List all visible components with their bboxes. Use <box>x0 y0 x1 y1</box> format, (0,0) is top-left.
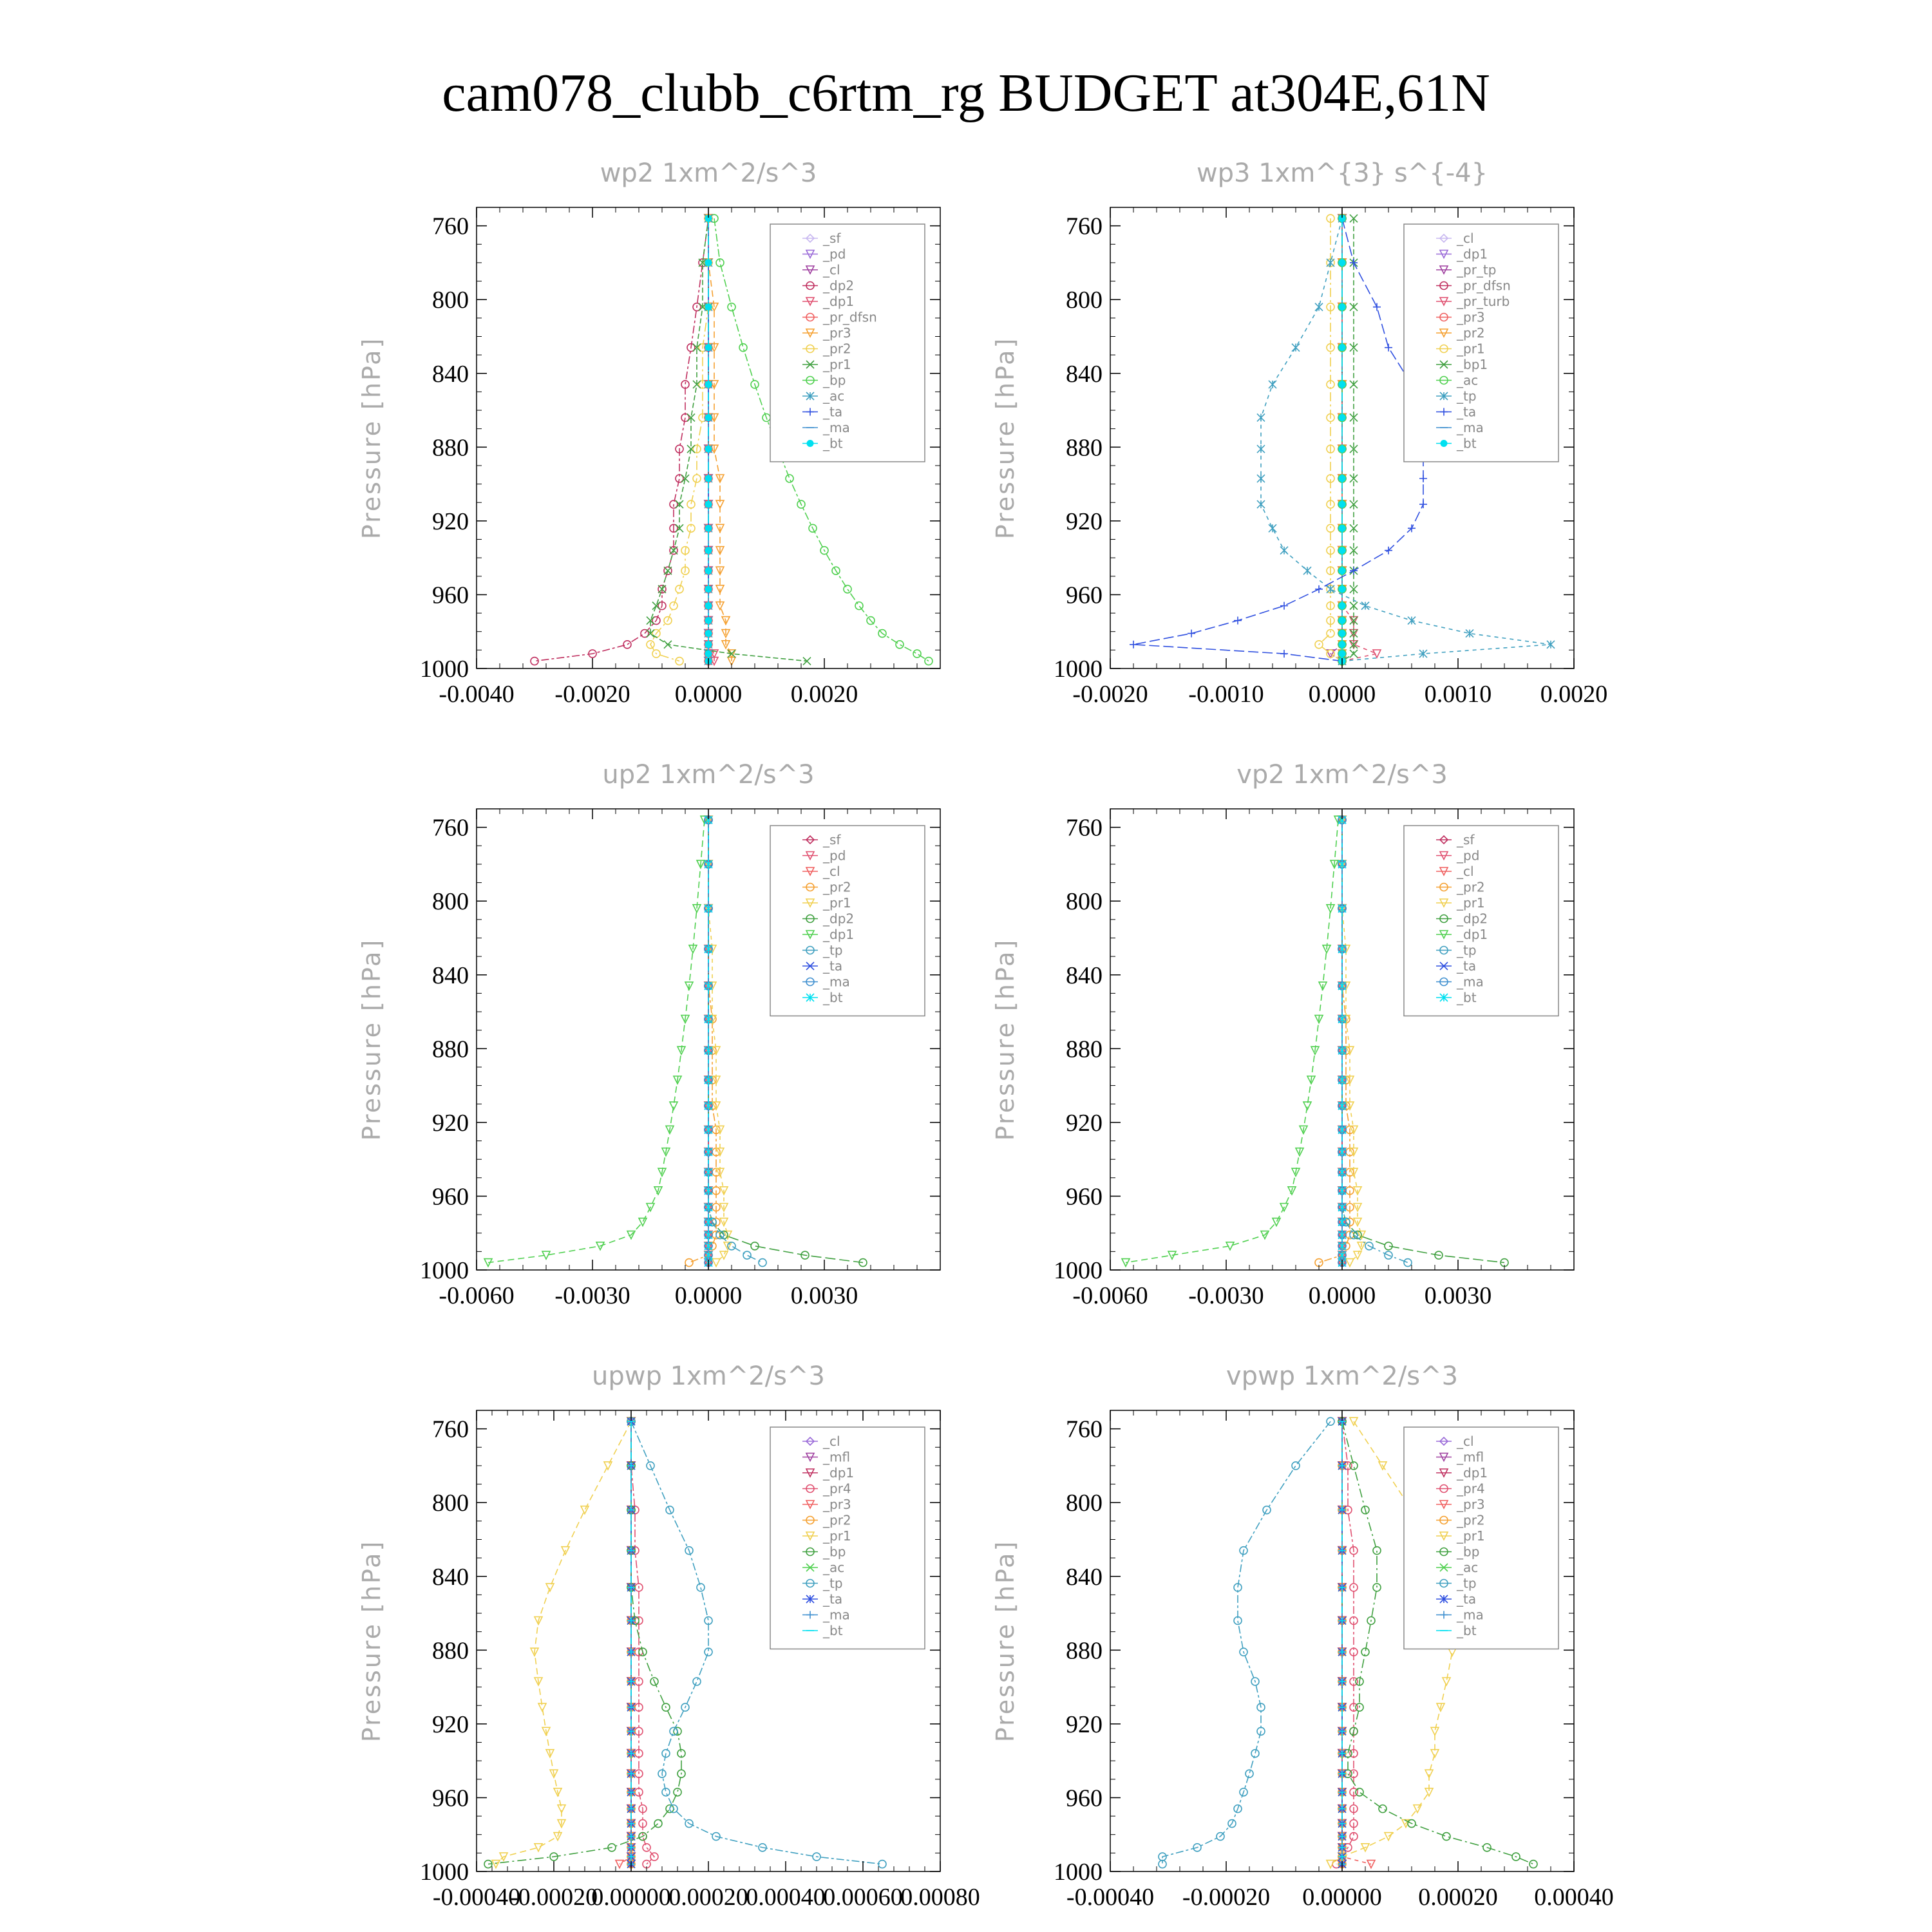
legend-entry: _cl <box>823 864 840 879</box>
data-point <box>1339 304 1345 310</box>
legend-entry: _dp1 <box>1457 1465 1488 1481</box>
legend-entry: _bp <box>823 372 846 388</box>
x-tick-label: -0.0010 <box>1188 681 1264 708</box>
x-tick-label: -0.00020 <box>1182 1884 1271 1911</box>
legend-entry: _sf <box>1457 832 1475 848</box>
legend-entry: _pr2 <box>1457 879 1485 895</box>
y-tick-label: 800 <box>1066 888 1103 916</box>
y-axis-label: Pressure [hPa] <box>357 938 386 1141</box>
legend-entry: _ta <box>1457 958 1477 974</box>
legend-entry: _ma <box>1457 1607 1484 1623</box>
legend <box>1404 826 1558 1016</box>
x-tick-label: 0.00080 <box>900 1884 980 1911</box>
legend-entry: _pr2 <box>823 1512 851 1528</box>
y-tick-label: 960 <box>1066 1785 1103 1812</box>
legend-entry: _pr1 <box>823 357 851 372</box>
legend-entry: _mfl <box>1457 1449 1484 1465</box>
panel-title: vp2 1xm^2/s^3 <box>1236 760 1448 790</box>
data-point <box>1339 618 1345 624</box>
y-tick-label: 920 <box>432 1710 469 1738</box>
data-point <box>705 641 712 648</box>
y-tick-label: 1000 <box>1054 1257 1103 1284</box>
y-tick-label: 760 <box>1066 213 1103 240</box>
x-tick-label: 0.0000 <box>1308 1282 1376 1309</box>
legend-entry: _ta <box>823 404 843 420</box>
legend-entry: _cl <box>823 262 840 278</box>
legend-entry: _sf <box>823 231 841 246</box>
y-axis-label: Pressure [hPa] <box>991 1539 1019 1743</box>
y-tick-label: 800 <box>432 888 469 916</box>
data-point <box>705 414 712 421</box>
legend-entry: _bt <box>1457 435 1477 451</box>
panel-title: wp2 1xm^2/s^3 <box>600 158 817 188</box>
y-axis-label: Pressure [hPa] <box>357 1539 386 1743</box>
legend-entry: _tp <box>1457 388 1477 404</box>
legend <box>770 1427 925 1649</box>
legend-entry: _pr4 <box>1457 1481 1485 1497</box>
y-tick-label: 760 <box>1066 814 1103 842</box>
legend-entry: _bt <box>823 1623 843 1638</box>
legend-entry: _pr1 <box>823 895 851 911</box>
legend-entry: _cl <box>1457 1434 1474 1449</box>
x-tick-label: 0.0030 <box>790 1282 858 1309</box>
legend-entry: _dp1 <box>1457 246 1488 262</box>
y-tick-label: 960 <box>1066 1183 1103 1211</box>
y-tick-label: 840 <box>1066 360 1103 388</box>
y-tick-label: 960 <box>432 1183 469 1211</box>
legend-entry: _cl <box>1457 231 1474 246</box>
x-tick-label: 0.0010 <box>1424 681 1492 708</box>
legend-entry: _pr2 <box>823 341 851 357</box>
y-tick-label: 1000 <box>1054 656 1103 683</box>
x-tick-label: 0.0000 <box>674 681 743 708</box>
legend-entry: _ta <box>1457 1591 1477 1607</box>
data-point <box>1339 586 1345 592</box>
data-point <box>705 260 712 266</box>
x-tick-label: 0.00020 <box>668 1884 748 1911</box>
legend-entry: _pr2 <box>1457 325 1485 341</box>
y-tick-label: 760 <box>432 213 469 240</box>
data-point <box>1339 260 1345 266</box>
legend-entry: _ta <box>823 1591 843 1607</box>
x-tick-label: -0.0030 <box>554 1282 630 1309</box>
legend-entry: _bt <box>1457 990 1477 1005</box>
y-tick-label: 880 <box>1066 434 1103 462</box>
x-tick-label: 0.00020 <box>1418 1884 1498 1911</box>
y-tick-label: 920 <box>1066 1710 1103 1738</box>
y-tick-label: 1000 <box>420 656 469 683</box>
x-tick-label: 0.00060 <box>823 1884 903 1911</box>
y-tick-label: 800 <box>1066 1490 1103 1517</box>
data-point <box>1339 381 1345 388</box>
y-tick-label: 800 <box>1066 287 1103 314</box>
x-tick-label: -0.0060 <box>1072 1282 1148 1309</box>
legend-entry: _pr3 <box>823 325 851 341</box>
legend-entry: _pr1 <box>1457 1528 1485 1544</box>
data-point <box>1339 345 1345 351</box>
y-axis-label: Pressure [hPa] <box>357 336 386 540</box>
legend-entry: _pd <box>1457 848 1480 864</box>
legend-entry: _ma <box>823 1607 850 1623</box>
y-tick-label: 840 <box>432 360 469 388</box>
legend-entry: _pr3 <box>1457 309 1485 325</box>
y-tick-label: 1000 <box>1054 1859 1103 1886</box>
data-point <box>705 650 712 657</box>
legend-entry: _mfl <box>823 1449 851 1465</box>
y-tick-label: 920 <box>432 1109 469 1137</box>
y-tick-label: 760 <box>1066 1416 1103 1443</box>
y-tick-label: 880 <box>432 434 469 462</box>
legend-entry: _pr4 <box>823 1481 851 1497</box>
panel-title: upwp 1xm^2/s^3 <box>592 1361 825 1391</box>
legend-entry: _ac <box>1457 372 1479 388</box>
legend-entry: _tp <box>823 1575 843 1591</box>
legend-entry: _ta <box>1457 404 1477 420</box>
panel-title: vpwp 1xm^2/s^3 <box>1226 1361 1459 1391</box>
legend-entry: _bt <box>823 435 843 451</box>
legend-entry: _dp2 <box>823 911 855 927</box>
data-point <box>1339 446 1345 452</box>
legend-entry: _cl <box>1457 864 1474 879</box>
y-tick-label: 840 <box>432 961 469 989</box>
x-tick-label: 0.0030 <box>1424 1282 1492 1309</box>
y-tick-label: 880 <box>432 1036 469 1063</box>
legend-entry: _pr3 <box>823 1497 851 1512</box>
legend-entry: _dp1 <box>1457 927 1488 942</box>
y-tick-label: 800 <box>432 1490 469 1517</box>
legend <box>770 826 925 1016</box>
y-tick-label: 920 <box>1066 1109 1103 1137</box>
y-axis-label: Pressure [hPa] <box>991 336 1019 540</box>
x-tick-label: 0.00040 <box>746 1884 826 1911</box>
x-tick-label: -0.00040 <box>1066 1884 1155 1911</box>
data-point <box>705 547 712 554</box>
legend <box>1404 224 1558 462</box>
y-tick-label: 840 <box>432 1563 469 1591</box>
legend-entry: _dp2 <box>1457 911 1488 927</box>
y-tick-label: 800 <box>432 287 469 314</box>
legend-entry: _sf <box>823 832 841 848</box>
y-tick-label: 880 <box>432 1637 469 1665</box>
x-tick-label: -0.0040 <box>439 681 515 708</box>
legend-entry: _pr_dfsn <box>823 309 877 325</box>
data-point <box>1339 630 1345 637</box>
legend-entry: _pd <box>823 848 846 864</box>
legend-entry: _ma <box>1457 974 1484 990</box>
x-tick-label: -0.0060 <box>439 1282 515 1309</box>
legend-entry: _tp <box>823 942 843 958</box>
legend-entry: _pr1 <box>823 1528 851 1544</box>
x-tick-label: -0.0020 <box>554 681 630 708</box>
legend-entry: _ma <box>823 974 850 990</box>
y-tick-label: 960 <box>432 582 469 609</box>
legend <box>1404 1427 1558 1649</box>
legend-entry: _bt <box>823 990 843 1005</box>
legend-entry: _bt <box>1457 1623 1477 1638</box>
panel-title: up2 1xm^2/s^3 <box>602 760 815 790</box>
legend-entry: _ta <box>823 958 843 974</box>
x-tick-label: 0.0020 <box>790 681 858 708</box>
legend-entry: _cl <box>823 1434 840 1449</box>
legend-entry: _ac <box>823 1560 845 1575</box>
legend-entry: _pr_turb <box>1457 294 1510 309</box>
legend-entry: _bp <box>1457 1544 1480 1560</box>
data-point <box>1339 525 1345 531</box>
legend-entry: _pr1 <box>1457 341 1485 357</box>
data-point <box>1339 475 1345 482</box>
legend-entry: _bp1 <box>1457 357 1488 372</box>
y-tick-label: 840 <box>1066 961 1103 989</box>
data-point <box>1339 547 1345 554</box>
legend-entry: _ac <box>823 388 845 404</box>
x-tick-label: 0.00000 <box>591 1884 671 1911</box>
data-point <box>705 501 712 507</box>
legend-entry: _ma <box>823 420 850 435</box>
data-point <box>1339 650 1345 657</box>
x-tick-label: -0.00020 <box>509 1884 598 1911</box>
y-tick-label: 760 <box>432 814 469 842</box>
legend-entry: _bp <box>823 1544 846 1560</box>
y-tick-label: 880 <box>1066 1036 1103 1063</box>
data-point <box>705 446 712 452</box>
legend-entry: _dp2 <box>823 278 855 294</box>
data-point <box>705 475 712 482</box>
panel-title: wp3 1xm^{3} s^{-4} <box>1196 158 1488 188</box>
y-tick-label: 840 <box>1066 1563 1103 1591</box>
data-point <box>705 345 712 351</box>
data-point <box>705 603 712 609</box>
legend-entry: _pr2 <box>823 879 851 895</box>
data-point <box>1339 567 1345 574</box>
y-tick-label: 960 <box>432 1785 469 1812</box>
data-point <box>705 304 712 310</box>
data-point <box>705 567 712 574</box>
y-tick-label: 960 <box>1066 582 1103 609</box>
y-axis-label: Pressure [hPa] <box>991 938 1019 1141</box>
data-point <box>1339 603 1345 609</box>
legend-entry: _pd <box>823 246 846 262</box>
x-tick-label: 0.0000 <box>1308 681 1376 708</box>
y-tick-label: 1000 <box>420 1257 469 1284</box>
legend-entry: _dp1 <box>823 294 855 309</box>
x-tick-label: 0.0000 <box>674 1282 743 1309</box>
data-point <box>705 630 712 637</box>
legend <box>770 224 925 462</box>
x-tick-label: -0.00040 <box>432 1884 521 1911</box>
y-tick-label: 920 <box>1066 507 1103 535</box>
legend-entry: _pr_tp <box>1457 262 1497 278</box>
legend-entry: _pr3 <box>1457 1497 1485 1512</box>
data-point <box>705 381 712 388</box>
x-tick-label: -0.0020 <box>1072 681 1148 708</box>
y-tick-label: 1000 <box>420 1859 469 1886</box>
y-tick-label: 920 <box>432 507 469 535</box>
x-tick-label: 0.0020 <box>1540 681 1608 708</box>
data-point <box>1339 414 1345 421</box>
data-point <box>1339 641 1345 648</box>
legend-entry: _pr2 <box>1457 1512 1485 1528</box>
x-tick-label: 0.00040 <box>1534 1884 1614 1911</box>
data-point <box>705 618 712 624</box>
y-tick-label: 760 <box>432 1416 469 1443</box>
data-point <box>705 586 712 592</box>
legend-entry: _dp1 <box>823 1465 855 1481</box>
legend-marker <box>1441 440 1447 447</box>
legend-entry: _pr1 <box>1457 895 1485 911</box>
legend-marker <box>807 440 813 447</box>
legend-entry: _ac <box>1457 1560 1479 1575</box>
legend-entry: _tp <box>1457 1575 1477 1591</box>
x-tick-label: -0.0030 <box>1188 1282 1264 1309</box>
data-point <box>705 525 712 531</box>
y-tick-label: 880 <box>1066 1637 1103 1665</box>
legend-entry: _ma <box>1457 420 1484 435</box>
legend-entry: _pr_dfsn <box>1457 278 1511 294</box>
figure-title: cam078_clubb_c6rtm_rg BUDGET at304E,61N <box>442 63 1490 123</box>
legend-entry: _tp <box>1457 942 1477 958</box>
data-point <box>1339 501 1345 507</box>
x-tick-label: 0.00000 <box>1302 1884 1382 1911</box>
legend-entry: _dp1 <box>823 927 855 942</box>
